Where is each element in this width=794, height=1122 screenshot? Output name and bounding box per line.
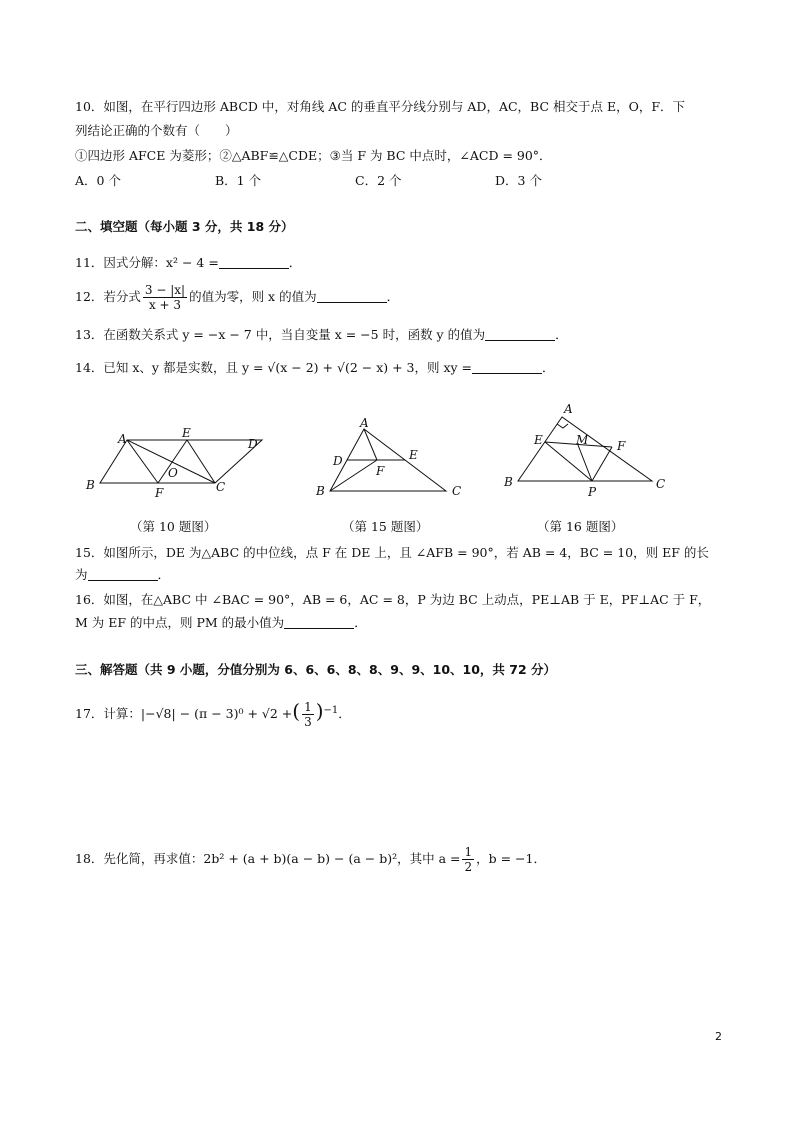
fig15-label-a: A [360,416,369,430]
q17-exponent: −1 [323,704,339,716]
figure-15-caption: （第 15 题图） [342,519,429,534]
fig10-label-c: C [216,480,226,494]
q18-fraction-denominator: 2 [464,860,473,874]
fig10-segment-af [127,440,158,483]
q11-end: ． [288,255,302,270]
q17-prefix: 17．计算：|−√8| − (π − 3)⁰ + √2 + [75,706,293,721]
q15-line1: 15．如图所示，DE 为△ABC 的中位线，点 F 在 DE 上，且 ∠AFB = 90°，若 AB = 4，BC = 10，则 EF 的长 [75,545,709,560]
fig15-label-d: D [333,454,343,468]
q13-text: 13．在函数关系式 y = −x − 7 中，当自变量 x = −5 时，函数 y 的值为 [75,327,486,342]
fig15-label-e: E [409,448,418,462]
section-2-title: 二、填空题（每小题 3 分，共 18 分） [75,219,294,234]
figure-15-triangle [310,415,470,505]
q16-end: ． [354,615,367,630]
q14-end: ． [542,360,555,375]
q12-answer-blank[interactable] [317,289,387,303]
q13 [75,326,568,344]
q10-line3: ①四边形 AFCE 为菱形；②△ABF≌△CDE；③当 F 为 BC 中点时，∠ACD = 90°． [75,148,552,163]
q10-options [75,172,635,190]
q10-option-b: B．1 个 [215,173,262,188]
q12-prefix: 12．若分式 [75,289,141,304]
q12-denominator: x + 3 [148,298,182,312]
fig15-label-f: F [376,464,385,478]
fig15-label-c: C [452,484,462,498]
fig10-label-f: F [155,486,164,500]
q17: 17．计算：|−√8| − (π − 3)⁰ + √2 +( $\frac{1}{3}$ )$^{-1}$． [75,699,351,729]
fig16-right-angle-mark [557,424,568,428]
q10-line2: 列结论正确的个数有（ ） [75,123,238,138]
q14-answer-blank[interactable] [472,360,542,374]
fig16-label-m: M [576,433,589,447]
q11-text: 11．因式分解：x² − 4 = [75,255,219,270]
figure-16-right-triangle [500,400,675,505]
fig15-label-b: B [316,484,325,498]
q12 [75,283,399,312]
q18-fraction [462,845,474,874]
fig10-label-a: A [118,432,127,446]
q18 [75,845,546,874]
q18-prefix: 18．先化简，再求值：2b² + (a + b)(a − b) − (a − b)²，其中 a = [75,851,461,866]
fig16-label-p: P [588,485,597,499]
q16-line2-text: M 为 EF 的中点，则 PM 的最小值为 [75,615,285,630]
page-number: 2 [715,1030,722,1043]
q10-option-d: D．3 个 [495,173,542,188]
figure-10-parallelogram [80,425,270,500]
q10-option-c: C．2 个 [355,173,402,188]
fig16-triangle-abc [518,417,652,481]
q10-line1: 10．如图，在平行四边形 ABCD 中，对角线 AC 的垂直平分线分别与 AD，AC，BC 相交于点 E，O，F．下 [75,99,686,114]
fig16-segment-pf [592,447,612,481]
q17-fraction [302,700,314,729]
fig16-label-c: C [656,477,666,491]
q15-line2-text: 为 [75,567,88,582]
q17-fraction-numerator: 1 [304,700,312,714]
figure-16-caption: （第 16 题图） [537,519,624,534]
q16-line1: 16．如图，在△ABC 中 ∠BAC = 90°，AB = 6，AC = 8，P 为边 BC 上动点，PE⊥AB 于 E，PF⊥AC 于 F， [75,592,711,607]
fig10-parallelogram-outline [100,440,262,483]
q18-suffix: ，b = −1． [476,851,546,866]
section-3-title: 三、解答题（共 9 小题，分值分别为 6、6、6、8、8、9、9、10、10，共 72 分） [75,662,557,677]
fig16-label-f: F [617,439,626,453]
fig10-label-o: O [168,466,178,480]
q15-line2 [75,566,170,584]
q13-answer-blank[interactable] [485,327,555,341]
q17-end: ． [338,706,351,721]
q12-suffix: 的值为零，则 x 的值为 [189,289,317,304]
q14-text: 14．已知 x、y 都是实数，且 y = √(x − 2) + √(2 − x) + 3，则 xy = [75,360,473,375]
q15-answer-blank[interactable] [88,567,158,581]
figure-10-caption: （第 10 题图） [130,519,217,534]
q11 [75,254,301,272]
fig16-label-b: B [504,475,513,489]
fig16-label-a: A [564,402,573,416]
q18-fraction-numerator: 1 [464,845,473,859]
q14 [75,359,555,377]
q15-end: ． [157,567,171,582]
q12-numerator: 3 − |x| [144,283,186,297]
q13-end: ． [555,327,568,342]
fig10-label-d: D [248,437,258,451]
fig10-label-b: B [86,478,95,492]
q11-answer-blank[interactable] [219,255,289,269]
q17-fraction-denominator: 3 [304,715,312,729]
fig16-label-e: E [534,433,543,447]
q16-answer-blank[interactable] [284,615,354,629]
q16-line2 [75,614,367,632]
q12-end: ． [386,289,400,304]
fig10-label-e: E [182,426,191,440]
q12-fraction [143,283,187,312]
q10-option-a: A．0 个 [75,173,121,188]
